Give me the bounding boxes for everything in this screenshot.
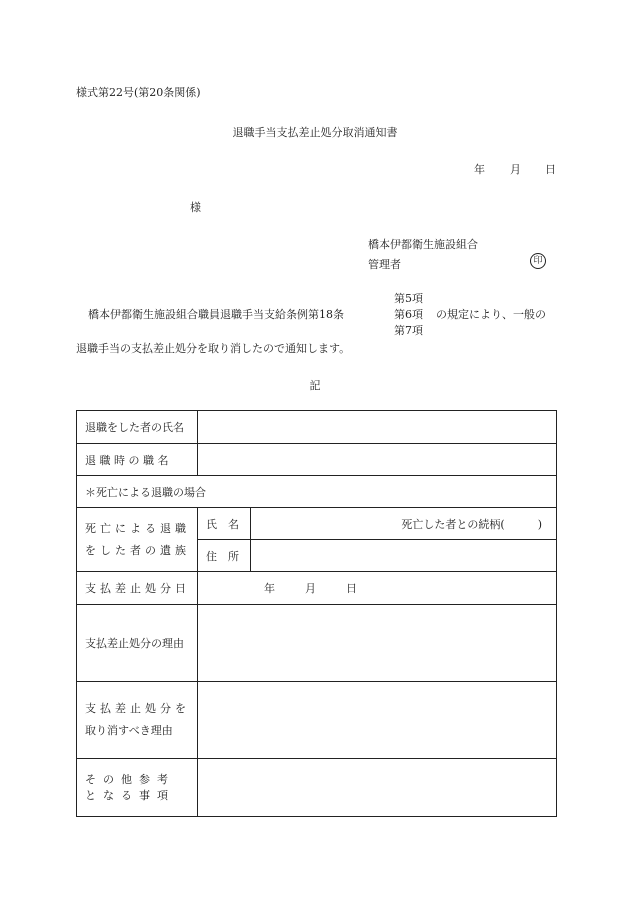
suspension-date-field[interactable] [198,572,557,605]
issuer-org: 橋本伊都衛生施設組合 [368,238,478,251]
table-row [77,572,557,605]
cancel-reason-label-line1: 支払差止処分を [85,702,190,715]
addressee-suffix: 様 [190,201,201,214]
table-row [77,444,557,476]
bereaved-address-label: 住 所 [198,540,251,572]
table-row [77,682,557,759]
table-row [77,605,557,682]
clause-option-5: 第5項 [394,292,423,305]
retirement-post-label: 退 職 時 の 職 名 [77,444,198,476]
retiree-name-field[interactable] [198,411,557,444]
bereaved-name-field[interactable] [251,508,557,540]
notice-text-start: 橋本伊都衛生施設組合職員退職手当支給条例第18条 [88,308,344,321]
suspension-reason-label: 支払差止処分の理由 [77,605,198,682]
table-row [77,759,557,817]
retirement-post-field[interactable] [198,444,557,476]
cancel-reason-label-line2: 取り消すべき理由 [85,724,173,737]
bereaved-label [77,508,198,572]
bereaved-label-line2: をした者の遺族 [85,543,190,557]
cancel-reason-field[interactable] [198,682,557,759]
form-code: 様式第22号(第20条関係) [76,86,201,99]
date-month-label: 月 [510,163,521,176]
clause-option-6: 第6項 [394,308,423,321]
bereaved-name-label: 氏 名 [198,508,251,540]
document-title: 退職手当支払差止処分取消通知書 [232,126,398,139]
other-label [77,759,198,817]
date-day-label: 日 [545,163,556,176]
suspension-date-year: 年 [264,582,275,595]
notice-text-end: 退職手当の支払差止処分を取り消したので通知します。 [76,342,351,355]
death-note: ＊死亡による退職の場合 [77,476,557,508]
clause-option-7: 第7項 [394,324,423,337]
cancel-reason-label [77,682,198,759]
other-field[interactable] [198,759,557,817]
bereaved-address-field[interactable] [251,540,557,572]
table-row [77,476,557,508]
details-table [76,410,557,817]
suspension-date-month: 月 [305,582,316,595]
suspension-date-day: 日 [346,582,357,595]
suspension-date-label: 支払差止処分日 [77,572,198,605]
table-row [77,411,557,444]
date-year-label: 年 [474,163,485,176]
relation-label: 死亡した者との続柄( ) [401,517,542,531]
notice-text-mid: の規定により、一般の [436,308,546,321]
bereaved-label-line1: 死亡による退職 [85,521,190,535]
other-label-line1: その他参考 [85,772,175,786]
other-label-line2: となる事項 [85,788,175,802]
ki-heading: 記 [309,379,321,392]
table-row [77,508,557,540]
retiree-name-label: 退職をした者の氏名 [77,411,198,444]
suspension-reason-field[interactable] [198,605,557,682]
seal-mark: 印 [530,253,546,269]
issuer-title: 管理者 [368,258,401,271]
